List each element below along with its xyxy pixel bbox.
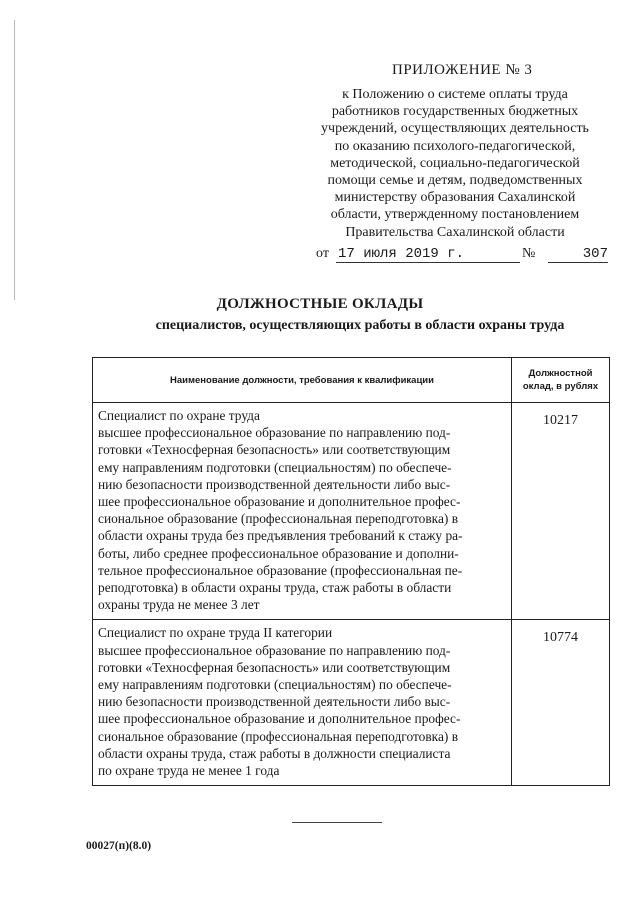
row-line: высшее профессиональное образование по направлению под- bbox=[98, 642, 451, 658]
header-salary bbox=[512, 358, 610, 403]
resolution-date: 17 июля 2019 г. bbox=[336, 246, 520, 263]
salary-value: 10217 bbox=[512, 403, 610, 620]
from-label: от bbox=[316, 246, 329, 261]
salary-table bbox=[92, 357, 610, 786]
row-line: по охране труда не менее 1 года bbox=[98, 763, 280, 779]
row-line: шее профессиональное образование и дополнительное профес- bbox=[98, 711, 461, 727]
footer-divider bbox=[292, 822, 382, 823]
appendix-line: Правительства Сахалинской области bbox=[345, 224, 565, 240]
position-description bbox=[93, 620, 512, 786]
document-title: ДОЛЖНОСТНЫЕ ОКЛАДЫ bbox=[216, 296, 424, 312]
row-line: тельное профессиональное образование (профессиональная пе- bbox=[98, 562, 463, 578]
row-line: боты, либо среднее профессиональное образование и дополни- bbox=[98, 545, 459, 561]
row-line: Специалист по охране труда bbox=[98, 408, 260, 423]
appendix-line: по оказанию психолого-педагогической, bbox=[334, 138, 576, 154]
row-line: реподготовка) в области охраны труда, стаж работы в области bbox=[98, 580, 452, 596]
row-line: сиональное образование (профессиональная переподготовка) в bbox=[98, 511, 459, 527]
scan-edge-line bbox=[14, 20, 15, 300]
row-line: ему направлениям подготовки (специальностям) по обеспече- bbox=[98, 459, 452, 475]
row-line: сиональное образование (профессиональная переподготовка) в bbox=[98, 728, 459, 744]
document-code: 00027(п)(8.0) bbox=[86, 840, 152, 852]
row-line: готовки «Техносферная безопасность» или соответствующим bbox=[98, 659, 451, 675]
table-row bbox=[93, 620, 610, 786]
row-line: охраны труда не менее 3 лет bbox=[98, 597, 260, 613]
row-line: области охраны труда без предъявления требований к стажу ра- bbox=[98, 528, 463, 544]
number-label: № bbox=[522, 246, 536, 261]
header-position-name: Наименование должности, требования к квалификации bbox=[93, 358, 512, 403]
appendix-line: учреждений, осуществляющих деятельность bbox=[321, 121, 589, 137]
resolution-number: 307 bbox=[548, 246, 608, 263]
position-description bbox=[93, 403, 512, 620]
appendix-line: помощи семье и детям, подведомственных bbox=[327, 173, 583, 189]
row-line: нию безопасности производственной деятельности либо выс- bbox=[98, 476, 451, 492]
row-line: нию безопасности производственной деятельности либо выс- bbox=[98, 694, 451, 710]
resolution-date-row bbox=[316, 244, 608, 266]
appendix-line: к Положению о системе оплаты труда bbox=[342, 87, 568, 102]
appendix-line: министерству образования Сахалинской bbox=[334, 190, 576, 206]
salary-value: 10774 bbox=[512, 620, 610, 786]
row-line: шее профессиональное образование и дополнительное профес- bbox=[98, 494, 461, 510]
appendix-title: ПРИЛОЖЕНИЕ № 3 bbox=[392, 62, 533, 78]
row-line: области охраны труда, стаж работы в должности специалиста bbox=[98, 745, 451, 761]
appendix-reference bbox=[300, 86, 610, 241]
document-subtitle: специалистов, осуществляющих работы в области охраны труда bbox=[155, 318, 565, 333]
row-line: готовки «Техносферная безопасность» или соответствующим bbox=[98, 442, 451, 458]
header-salary-line: оклад, в рублях bbox=[522, 381, 599, 392]
table-header-row bbox=[93, 358, 610, 403]
header-salary-line: Должностной bbox=[528, 368, 593, 379]
row-line: высшее профессиональное образование по направлению под- bbox=[98, 425, 451, 441]
row-line: ему направлениям подготовки (специальностям) по обеспече- bbox=[98, 677, 452, 693]
table-row bbox=[93, 403, 610, 620]
appendix-line: области, утвержденному постановлением bbox=[330, 207, 580, 223]
appendix-line: работников государственных бюджетных bbox=[331, 104, 579, 120]
appendix-line: методической, социально-педагогической bbox=[330, 155, 580, 171]
row-line: Специалист по охране труда II категории bbox=[98, 625, 333, 641]
